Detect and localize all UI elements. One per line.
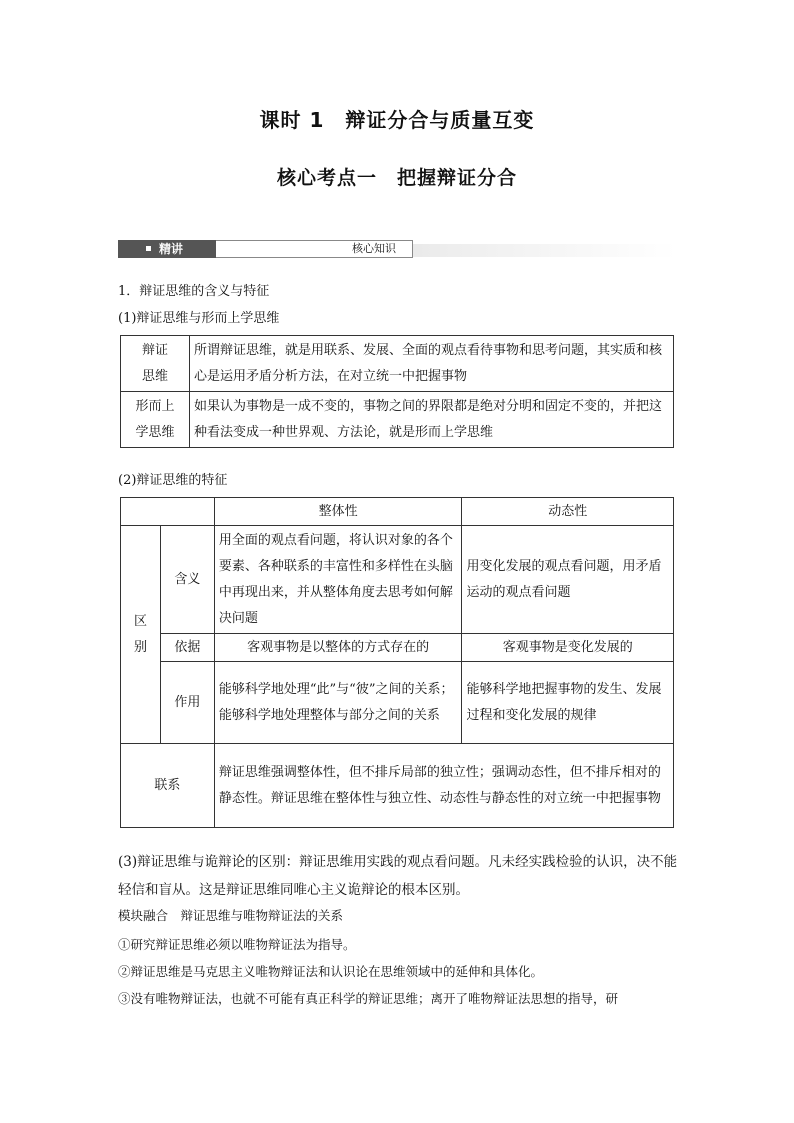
- table1-head-metaphysics: [121, 392, 190, 448]
- module-item: ①研究辩证思维必须以唯物辩证法为指导。: [118, 937, 356, 952]
- table2-corner: [121, 498, 215, 526]
- core-point-title: 核心考点一 把握辩证分合: [276, 167, 517, 189]
- table2-col-dynamic: 动态性: [462, 498, 674, 526]
- table2-link-text: 辩证思维强调整体性，但不排斥局部的独立性；强调动态性，但不排斥相对的静态性。辩证思维在整体性与独立性、动态性与静态性的对立统一中把握事物: [214, 744, 673, 828]
- table2-link-label: 联系: [121, 744, 215, 828]
- table1-head-line: 辩证: [141, 342, 168, 358]
- module-item: ③没有唯物辩证法，也就不可能有真正科学的辩证思维；离开了唯物辩证法思想的指导，研: [118, 991, 619, 1006]
- table2-row-label: 作用: [160, 662, 214, 744]
- banner-tab: [216, 240, 413, 258]
- features-table: [120, 497, 674, 828]
- subheading-1: (1)辩证思维与形而上学思维: [118, 311, 280, 326]
- lesson-title: 课时 1 辩证分合与质量互变: [259, 108, 535, 132]
- table1-body-dialectic: 所谓辩证思维，就是用联系、发展、全面的观点看待事物和思考问题，其实质和核心是运用矛盾分析方法，在对立统一中把握事物: [190, 336, 674, 392]
- table1-head-dialectic: [121, 336, 190, 392]
- table2-row-label: 依据: [160, 634, 214, 662]
- banner-label-box: [118, 240, 216, 258]
- section-heading: 1．辩证思维的含义与特征: [118, 284, 270, 299]
- banner-label: 精讲: [159, 242, 184, 256]
- table2-col-whole: 整体性: [214, 498, 462, 526]
- module-heading: 模块融合 辩证思维与唯物辩证法的关系: [118, 908, 344, 923]
- table1-body-metaphysics: 如果认为事物是一成不变的，事物之间的界限都是绝对分明和固定不变的，并把这种看法变成一种世界观、方法论，就是形而上学思维: [190, 392, 674, 448]
- table2-cell: 客观事物是以整体的方式存在的: [214, 634, 462, 662]
- table1-head-line: 思维: [141, 368, 168, 384]
- table2-cell: 能够科学地处理“此”与“彼”之间的关系；能够科学地处理整体与部分之间的关系: [214, 662, 462, 744]
- subheading-2: (2)辩证思维的特征: [118, 473, 228, 488]
- banner-tab-label: 核心知识: [352, 242, 396, 255]
- table2-cell: 客观事物是变化发展的: [462, 634, 674, 662]
- table2-cell: 能够科学地把握事物的发生、发展过程和变化发展的规律: [462, 662, 674, 744]
- table2-row-label: 含义: [160, 526, 214, 634]
- paragraph-sophistry: (3)辩证思维与诡辩论的区别：辩证思维用实践的观点看问题。凡未经实践检验的认识，决不能轻信和盲从。这是辩证思维同唯心主义诡辩论的根本区别。: [118, 854, 678, 898]
- section-banner: [118, 240, 676, 258]
- module-item: ②辩证思维是马克思主义唯物辩证法和认识论在思维领域中的延伸和具体化。: [118, 964, 544, 979]
- table2-cell: 用全面的观点看问题，将认识对象的各个要素、各种联系的丰富性和多样性在头脑中再现出来，并从整体角度去思考如何解决问题: [214, 526, 462, 634]
- table1-head-line: 学思维: [135, 424, 175, 440]
- square-icon: [146, 246, 151, 251]
- table2-cell: 用变化发展的观点看问题，用矛盾运动的观点看问题: [462, 526, 674, 634]
- thinking-compare-table: [120, 335, 674, 448]
- table1-head-line: 形而上: [135, 398, 175, 414]
- table2-group-label: 区别: [121, 526, 161, 744]
